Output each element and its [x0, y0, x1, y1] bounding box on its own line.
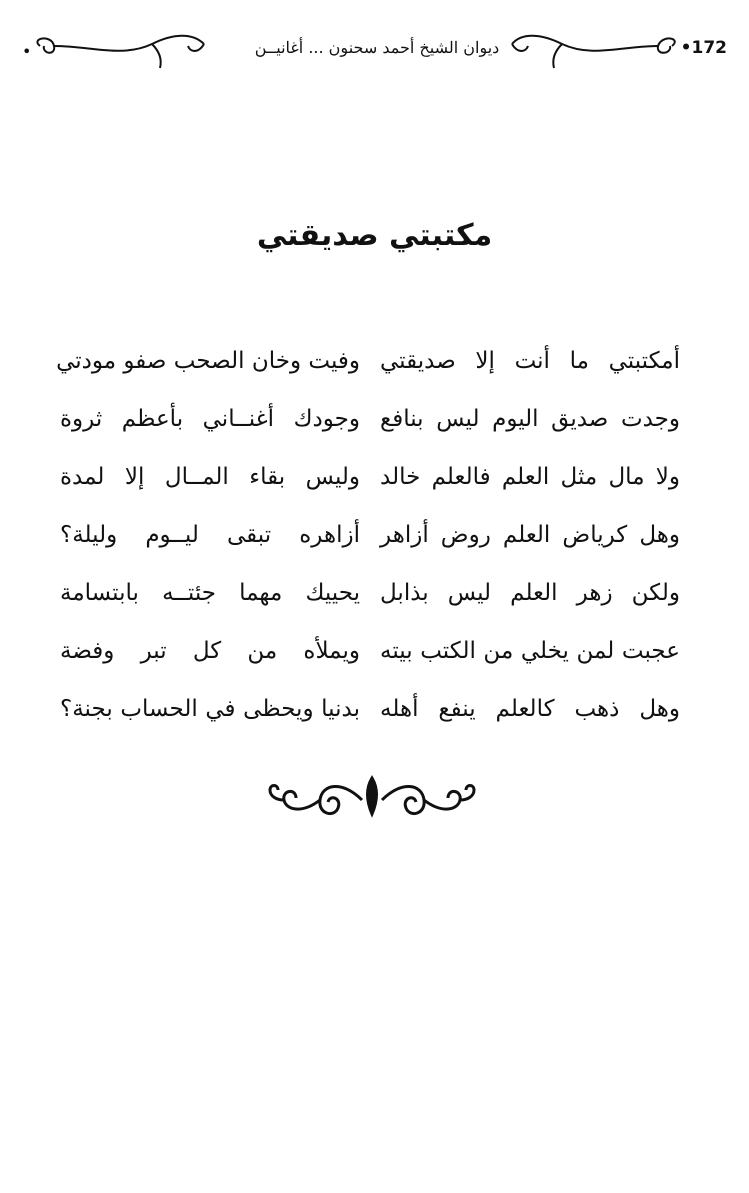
verse-first-hemistich: وجدت صديق اليوم ليس بنافع [380, 406, 680, 432]
verse-first-hemistich: ولكن زهر العلم ليس بذابل [380, 580, 680, 606]
verse [60, 680, 680, 738]
verse-first-hemistich: عجبت لمن يخلي من الكتب بيته [380, 638, 680, 664]
verse-second-hemistich: بدنيا ويحظى في الحساب بجنة؟ [60, 696, 360, 722]
page-number: •172 [680, 38, 727, 58]
verse-second-hemistich: ويملأه من كل تبر وفضة [60, 638, 360, 664]
verse-second-hemistich: وليس بقاء المــال إلا لمدة [60, 464, 360, 490]
verse-second-hemistich: وجودك أغنــاني بأعظم ثروة [60, 406, 360, 432]
verse-first-hemistich: وهل كرياض العلم روض أزاهر [380, 522, 680, 548]
book-title: ديوان الشيخ أحمد سحنون ... أغانيــن [254, 38, 500, 57]
verse-second-hemistich: أزاهره تبقى ليــوم وليلة؟ [60, 522, 360, 548]
running-head [217, 38, 537, 58]
verse [60, 622, 680, 680]
header-left-mark: • [22, 42, 32, 61]
verse-first-hemistich: أمكتبتي ما أنت إلا صديقتي [380, 348, 680, 374]
verse-first-hemistich: ولا مال مثل العلم فالعلم خالد [380, 464, 680, 490]
poem-body [56, 332, 680, 738]
closing-ornament-icon [262, 770, 482, 834]
verse [56, 332, 680, 390]
verse-first-hemistich: وهل ذهب كالعلم ينفع أهله [380, 696, 680, 722]
verse [60, 506, 680, 564]
page-header [22, 28, 727, 78]
verse-second-hemistich: وفيت وخان الصحب صفو مودتي [56, 348, 360, 374]
verse-second-hemistich: يحييك مهما جئتــه بابتسامة [60, 580, 360, 606]
verse [60, 390, 680, 448]
verse [60, 448, 680, 506]
verse [60, 564, 680, 622]
poem-title: مكتبتي صديقتي [256, 218, 493, 253]
